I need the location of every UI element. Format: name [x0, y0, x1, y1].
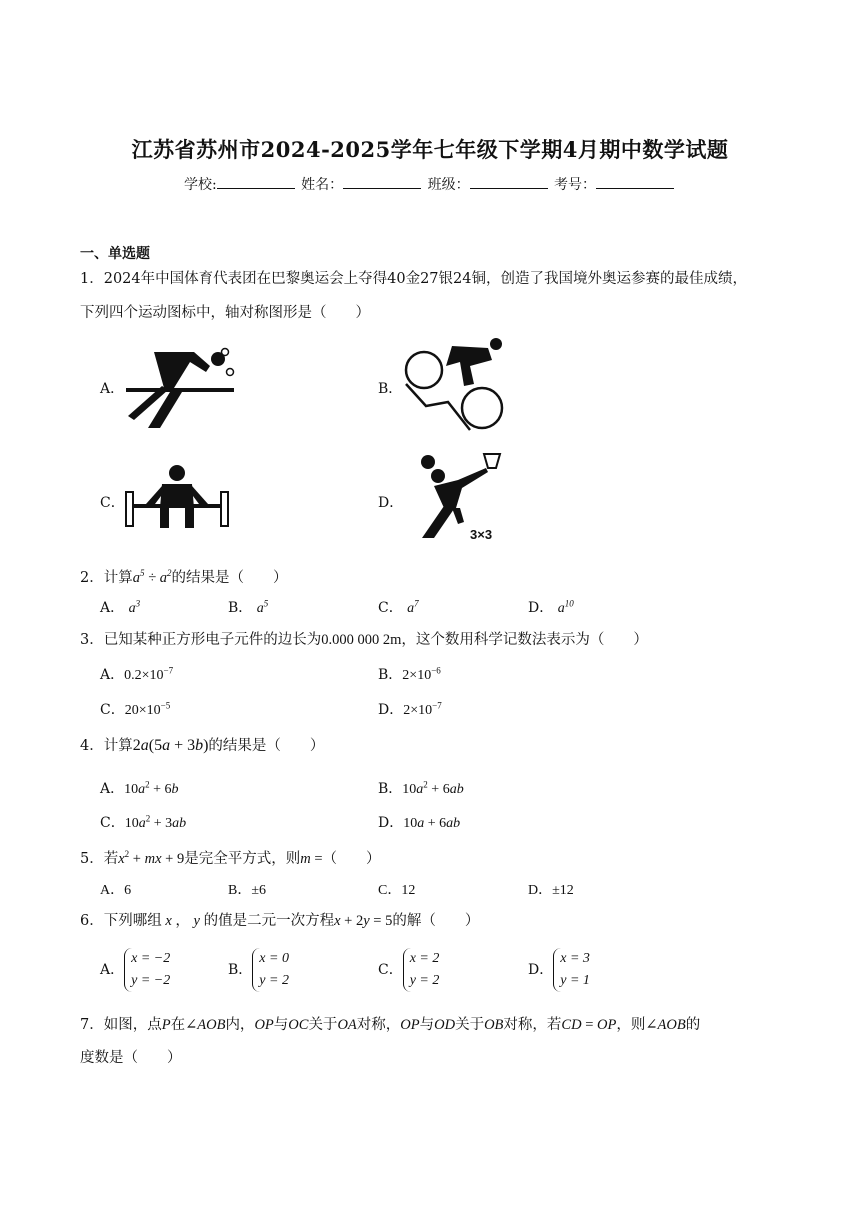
q3-option-a[interactable]: A．$0.2\times 10^{-7}$ [100, 665, 174, 683]
exam-number-blank[interactable] [596, 174, 674, 189]
school-label: 学校: [183, 177, 217, 193]
name-blank[interactable] [343, 174, 421, 189]
q5-expression: $x^2$ + mx + 9 [118, 849, 185, 867]
q5-suffix: （ ） [322, 850, 381, 867]
q1-option-c-label: C． [100, 495, 125, 511]
q2-expression: $a^5 \div a^2$ [132, 568, 172, 586]
q6-equation: x + 2y = 5 [334, 913, 393, 929]
q3-option-c[interactable]: C．$20\times 10^{-5}$ [100, 700, 171, 718]
q5-middle: 是完全平方式，则 [184, 850, 301, 867]
exam-number-label: 考号： [554, 177, 597, 193]
student-info-line [0, 174, 860, 194]
q4-stem [80, 737, 324, 755]
q3-suffix: ，这个数用科学记数法表示为（ ） [401, 632, 648, 648]
q5-option-c[interactable]: C．12 [378, 883, 416, 898]
weightlifting-icon [124, 464, 230, 530]
q6-prefix: 6．下列哪组 [80, 913, 162, 929]
class-label: 班级： [427, 177, 470, 193]
q7-line1: 7．如图，点P在∠AOB内，OP与OC关于OA对称，OP与OD关于OB对称，若CD = OP，则∠AOB的 [80, 1017, 701, 1033]
q2-stem [80, 564, 287, 587]
q3-value: 0.000 000 2m [321, 632, 402, 648]
name-label: 姓名： [301, 177, 344, 193]
q6-option-a[interactable]: A．x = −2 y = −2 [100, 948, 170, 992]
q5-option-b[interactable]: B．±6 [228, 883, 267, 898]
page-title: 江苏省苏州市2024-2025学年七年级下学期4月期中数学试题 [131, 137, 729, 162]
q4-expression: 2a(5a + 3b) [132, 737, 209, 754]
q1-line2: 下列四个运动图标中，轴对称图形是（ ） [80, 305, 370, 321]
q4-option-a[interactable]: A．$10a^2 + 6b$ [100, 779, 179, 797]
q5-variable: m = [300, 850, 323, 867]
q4-option-d[interactable]: D．10a + 6ab [378, 815, 461, 831]
q2-prefix: 2．计算 [80, 569, 133, 586]
q1-option-d-label: D． [378, 495, 404, 511]
q5-prefix: 5．若 [80, 850, 119, 867]
q4-prefix: 4．计算 [80, 738, 133, 754]
q6-suffix: 的解（ ） [392, 913, 480, 929]
q5-option-a[interactable]: A．6 [100, 883, 132, 898]
q6-middle: 的值是二元一次方程 [203, 913, 335, 929]
q4-suffix: 的结果是（ ） [208, 738, 325, 754]
q4-option-b[interactable]: B．$10a^2 + 6ab$ [378, 779, 464, 797]
table-tennis-icon [124, 346, 238, 430]
q1-option-b-label: B． [378, 381, 403, 397]
basketball-3x3-icon [408, 450, 508, 544]
cycling-icon [404, 336, 508, 432]
q1-line1: 1．2024年中国体育代表团在巴黎奥运会上夺得40金27银24铜，创造了我国境外奥运参赛的最佳成绩， [80, 271, 747, 287]
q3-option-b[interactable]: B．$2\times 10^{-6}$ [378, 665, 441, 683]
q1-option-a-label: A． [100, 381, 125, 397]
q2-suffix: 的结果是（ ） [171, 569, 288, 586]
q2-option-c[interactable]: C． $a^7$ [378, 598, 419, 616]
q6-option-c[interactable]: C．x = 2 y = 2 [378, 948, 439, 992]
q3-stem [80, 631, 648, 649]
section-heading: 一、单选题 [80, 246, 150, 262]
q2-option-b[interactable]: B． $a^5$ [228, 598, 269, 616]
q5-stem [80, 845, 381, 868]
q4-option-c[interactable]: C．$10a^2 + 3ab$ [100, 813, 187, 831]
class-blank[interactable] [470, 174, 548, 189]
q7-line2: 度数是（ ） [80, 1050, 182, 1066]
q6-stem: 6．下列哪组 x ， y 的值是二元一次方程x + 2y = 5的解（ ） [80, 913, 480, 929]
q2-option-d[interactable]: D． $a^{10}$ [528, 598, 574, 616]
q3-option-d[interactable]: D．$2\times 10^{-7}$ [378, 700, 442, 718]
q6-option-d[interactable]: D．x = 3 y = 1 [528, 948, 590, 992]
q3-prefix: 3．已知某种正方形电子元件的边长为 [80, 632, 322, 648]
icon-d-label: 3×3 [470, 527, 493, 542]
q5-option-d[interactable]: D．±12 [528, 883, 574, 898]
q6-option-b[interactable]: B．x = 0 y = 2 [228, 948, 289, 992]
school-blank[interactable] [217, 174, 295, 189]
q2-option-a[interactable]: A． $a^3$ [100, 598, 141, 616]
